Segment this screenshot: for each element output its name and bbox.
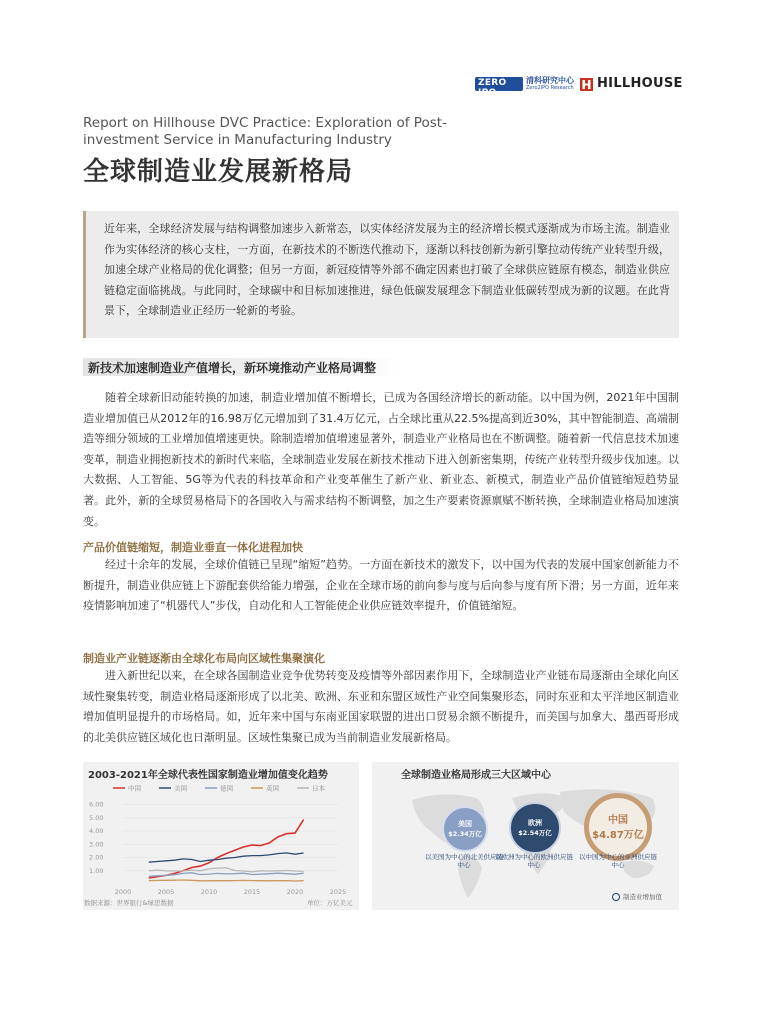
hub-value-europe: $2.54万亿: [518, 829, 552, 837]
english-subtitle: Report on Hillhouse DVC Practice: Exploration of Post-investment Service in Manufacturing Industry: [83, 115, 447, 148]
hub-caption-china: 以中国为中心的亚洲供应链中心: [579, 853, 657, 869]
legend-label-1: 美国: [174, 784, 187, 793]
hub-caption-usa: 以美国为中心的北美供应链中心: [425, 853, 503, 869]
y-tick-label-3: 3.00: [89, 840, 104, 849]
hubs-legend-label: 制造业增加值: [623, 893, 662, 901]
hub-value-china: $4.87万亿: [592, 830, 644, 841]
subsection-heading-regional: 制造业产业链逐渐由全球化布局向区域性集聚演化: [83, 652, 325, 665]
zero2ipo-logo: [475, 77, 523, 98]
hubs-legend: [612, 892, 662, 901]
hub-caption-europe: 以欧洲为中心的欧洲供应链中心: [495, 853, 573, 869]
legend-label-4: 日本: [312, 784, 325, 793]
y-tick-label-2: 4.00: [89, 827, 104, 836]
page-title: 全球制造业发展新格局: [83, 157, 354, 187]
legend-label-3: 英国: [266, 784, 279, 793]
series-line-0: [149, 820, 304, 878]
legend-circle-icon: [612, 893, 620, 901]
subsection-heading-value-chain: 产品价值链缩短，制造业垂直一体化进程加快: [83, 541, 303, 554]
legend-label-0: 中国: [128, 784, 141, 793]
zero2ipo-en-name: Zero2IPO Research: [526, 85, 574, 91]
hub-circle-china: [584, 793, 652, 861]
y-tick-label-5: 1.00: [89, 866, 104, 875]
x-tick-label-4: 2020: [286, 888, 304, 896]
section-heading: 新技术加速制造业产值增长，新环境推动产业格局调整: [88, 361, 377, 375]
x-tick-label-1: 2005: [157, 888, 175, 896]
hubs-diagram-title: 全球制造业格局形成三大区域中心: [401, 770, 551, 781]
subsection-paragraph-value-chain: 经过十余年的发展，全球价值链已呈现“缩短”趋势。一方面在新技术的激发下，以中国为代表的发展中国家创新能力不断提升，制造业供应链上下游配套供给能力增强，企业在全球市场的前向参与度与后向参与度有所下滑；另一方面，近年来疫情影响加速了“机器代人”步伐，自动化和人工智能使企业供应链效率提升，价值链缩短。: [83, 558, 679, 613]
hillhouse-logo-text: HILLHOUSE: [597, 76, 683, 91]
y-tick-label-1: 5.00: [89, 813, 104, 822]
chart-unit: 单位：万亿美元: [307, 899, 353, 907]
subsection-paragraph-regional: 进入新世纪以来，在全球各国制造业竞争优势转变及疫情等外部因素作用下，全球制造业产业链布局逐渐由全球化向区域性聚集转变，制造业格局逐渐形成了以北美、欧洲、东亚和东盟区域性产业空间集聚形态，同时东亚和太平洋地区制造业增加值明显提升的市场格局。如，近年来中国与东南亚国家联盟的进出口贸易余额不断提升，而美国与加拿大、墨西哥形成的北美供应链区域化也日渐明显。区域性集聚已成为当前制造业发展新格局。: [83, 669, 679, 744]
y-tick-label-4: 2.00: [89, 853, 104, 862]
hub-circle-usa: [442, 806, 488, 852]
series-line-3: [149, 880, 304, 881]
hub-name-usa: 美国: [458, 820, 472, 828]
y-tick-label-0: 6.00: [89, 800, 104, 809]
x-tick-label-5: 2025: [329, 888, 347, 896]
hub-name-europe: 欧洲: [528, 819, 542, 827]
line-chart: [83, 778, 359, 896]
line-chart-title: 2003-2021年全球代表性国家制造业增加值变化趋势: [88, 770, 328, 781]
legend-label-2: 德国: [220, 784, 233, 793]
x-tick-label-0: 2000: [114, 888, 132, 896]
hub-name-china: 中国: [608, 815, 628, 826]
x-tick-label-2: 2010: [200, 888, 218, 896]
zero2ipo-logo-text: ZERO IPO: [478, 78, 507, 98]
zero2ipo-cn-name: 清科研究中心: [526, 76, 574, 85]
series-line-4: [149, 868, 304, 872]
intro-accent-bar: [83, 211, 86, 338]
x-tick-label-3: 2015: [243, 888, 261, 896]
intro-text: 近年来，全球经济发展与结构调整加速步入新常态，以实体经济发展为主的经济增长模式逐渐成为市场主流。制造业作为实体经济的核心支柱，一方面，在新技术的不断迭代推动下，逐渐以科技创新为新引擎拉动传统产业转型升级，加速全球产业格局的优化调整；但另一方面，新冠疫情等外部不确定因素也打破了全球供应链原有模态，制造业供应链稳定面临挑战。与此同时，全球碳中和目标加速推进，绿色低碳发展理念下制造业低碳转型成为新的议题。在此背景下，全球制造业正经历一轮新的考验。: [104, 222, 670, 318]
hub-circle-europe: [509, 802, 561, 854]
chart-source: 数据来源：世界银行&绿思数据: [84, 899, 174, 907]
hillhouse-logo-icon: [580, 78, 593, 91]
section-paragraph: 随着全球新旧动能转换的加速，制造业增加值不断增长，已成为各国经济增长的新动能。以中国为例，2021年中国制造业增加值已从2012年的16.98万亿元增加到了31.4万亿元，占全球比重从22.5%提高到近30%，其中智能制造、高端制造等细分领域的工业增加值增速更快。除制造增加值增速显著外，制造业产业格局也在不断调整。随着新一代信息技术加速变革，制造业拥抱新技术的新时代来临，全球制造业发展在新技术推动下进入创新密集期，传统产业转型升级步伐加速。以大数据、人工智能、5G等为代表的科技革命和产业变革催生了新产业、新业态、新模式，制造业产品价值链缩短趋势显著。此外，新的全球贸易格局下的各国收入与需求结构不断调整，加之生产要素资源禀赋不断转换，全球制造业格局加速演变。: [83, 391, 679, 528]
hub-value-usa: $2.34万亿: [448, 830, 482, 838]
zero2ipo-research-name: [526, 76, 574, 92]
